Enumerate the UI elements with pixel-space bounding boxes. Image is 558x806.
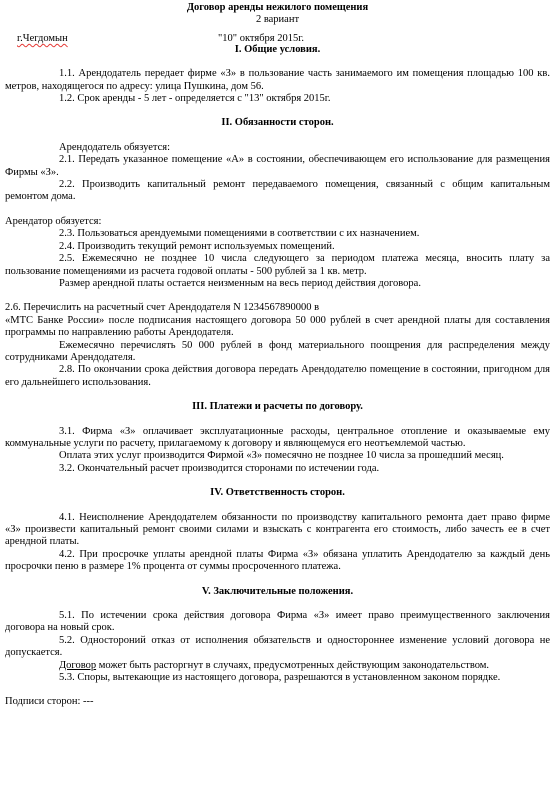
clause-3-1: 3.1. Фирма «З» оплачивает эксплуатационные расходы, центральное отопление и оказываемые ему коммунальные услуги по расчету, прилагаемому к договору и являющемуся его неотъемлемой частью. — [5, 425, 550, 449]
clause-5-2-termination — [5, 660, 550, 672]
clause-1-1: 1.1. Арендодатель передает фирме «З» в пользование часть занимаемого им помещения площадью 100 кв. метров, находящегося по адресу: улица Пушкина, дом 56. — [5, 68, 550, 92]
clause-4-1: 4.1. Неисполнение Арендодателем обязанности по производству капитального ремонта дает право фирме «З» произвести капитальный ремонт своими силами и взыскать с контрагента его стоимость, либо зачесть ее в счет арендной платы. — [5, 511, 550, 548]
clause-5-3: 5.3. Споры, вытекающие из настоящего договора, разрешаются в установленном законом порядке. — [59, 672, 501, 684]
clause-2-5-rent-note: Размер арендной платы остается неизменным на весь период действия договора. — [59, 277, 421, 289]
place-date-row — [5, 33, 550, 46]
section-2-heading: II. Обязанности сторон. — [221, 117, 334, 129]
clause-2-4: 2.4. Производить текущий ремонт используемых помещений. — [59, 240, 335, 252]
variant-label: 2 вариант — [255, 14, 300, 26]
clause-5-2: 5.2. Одностороний отказ от исполнения обязательств и одностороннее изменение условий договора не допускается. — [5, 634, 550, 659]
clause-3-2: 3.2. Окончательный расчет производится сторонами по истечении года. — [59, 462, 380, 474]
clause-2-6-monthly: Ежемесячно перечислять 50 000 рублей в фонд материального поощрения для распределения между сотрудниками Арендодателя. — [5, 339, 550, 363]
clause-3-1-payment: Оплата этих услуг производится Фирмой «З» помесячно не позднее 10 числа за прошедший месяц. — [59, 450, 504, 462]
clause-1-2: 1.2. Срок аренды - 5 лет - определяется с "13" октября 2015г. — [59, 93, 331, 105]
termination-keyword: Договор — [59, 659, 97, 671]
clause-2-2: 2.2. Производить капитальный ремонт передаваемого помещения, связанный с общим капитальным ремонтом дома. — [5, 179, 550, 203]
section-5-heading: V. Заключительные положения. — [201, 585, 354, 597]
termination-text: может быть расторгнут в случаях, предусмотренных действующим законодательством. — [96, 659, 490, 671]
city-text: г.Чегдомын — [17, 32, 68, 44]
clause-2-8: 2.8. По окончании срока действия договора передать Арендодателю помещение в состоянии, пригодном для его дальнейшего использования. — [5, 364, 550, 388]
section-1-heading: I. Общие условия. — [234, 43, 321, 55]
contract-document — [5, 0, 550, 709]
clause-2-6-bank: «МТС Банке России» после подписания настоящего договора 50 000 рублей в счет арендной платы для составления программы по направлению работы Арендодателя. — [5, 314, 550, 339]
section-3-heading: III. Платежи и расчеты по договору. — [192, 401, 363, 413]
clause-2-1: 2.1. Передать указанное помещение «А» в состоянии, обеспечивающем его использование для размещения Фирмы «З». — [5, 154, 550, 178]
landlord-obligations-intro: Арендодатель обязуется: — [59, 141, 171, 153]
signatures-line: Подписи сторон: --- — [5, 696, 94, 708]
clause-2-3: 2.3. Пользоваться арендуемыми помещениями в соответствии с их назначением. — [59, 228, 420, 240]
section-4-heading: IV. Ответственность сторон. — [210, 487, 345, 499]
tenant-obligations-intro: Арендатор обязуется: — [5, 215, 102, 227]
clause-5-1: 5.1. По истечении срока действия договора Фирма «З» имеет право преимущественного заключения договора на новый срок. — [5, 610, 550, 634]
clause-2-6-account: 2.6. Перечислить на расчетный счет Арендодателя N 1234567890000 в — [5, 302, 320, 314]
clause-2-5: 2.5. Ежемесячно не позднее 10 числа следующего за периодом платежа месяца, вносить плату за пользование помещениями из расчета годовой оплаты - 500 рублей за 1 кв. метр. — [5, 253, 550, 277]
clause-4-2: 4.2. При просрочке уплаты арендной платы Фирма «З» обязана уплатить Арендодателю за каждый день просрочки пеню в размере 1% процента от суммы просроченного платежа. — [5, 548, 550, 573]
date-text: "10" октября 2015г. — [218, 32, 304, 44]
document-title: Договор аренды нежилого помещения — [186, 2, 369, 13]
